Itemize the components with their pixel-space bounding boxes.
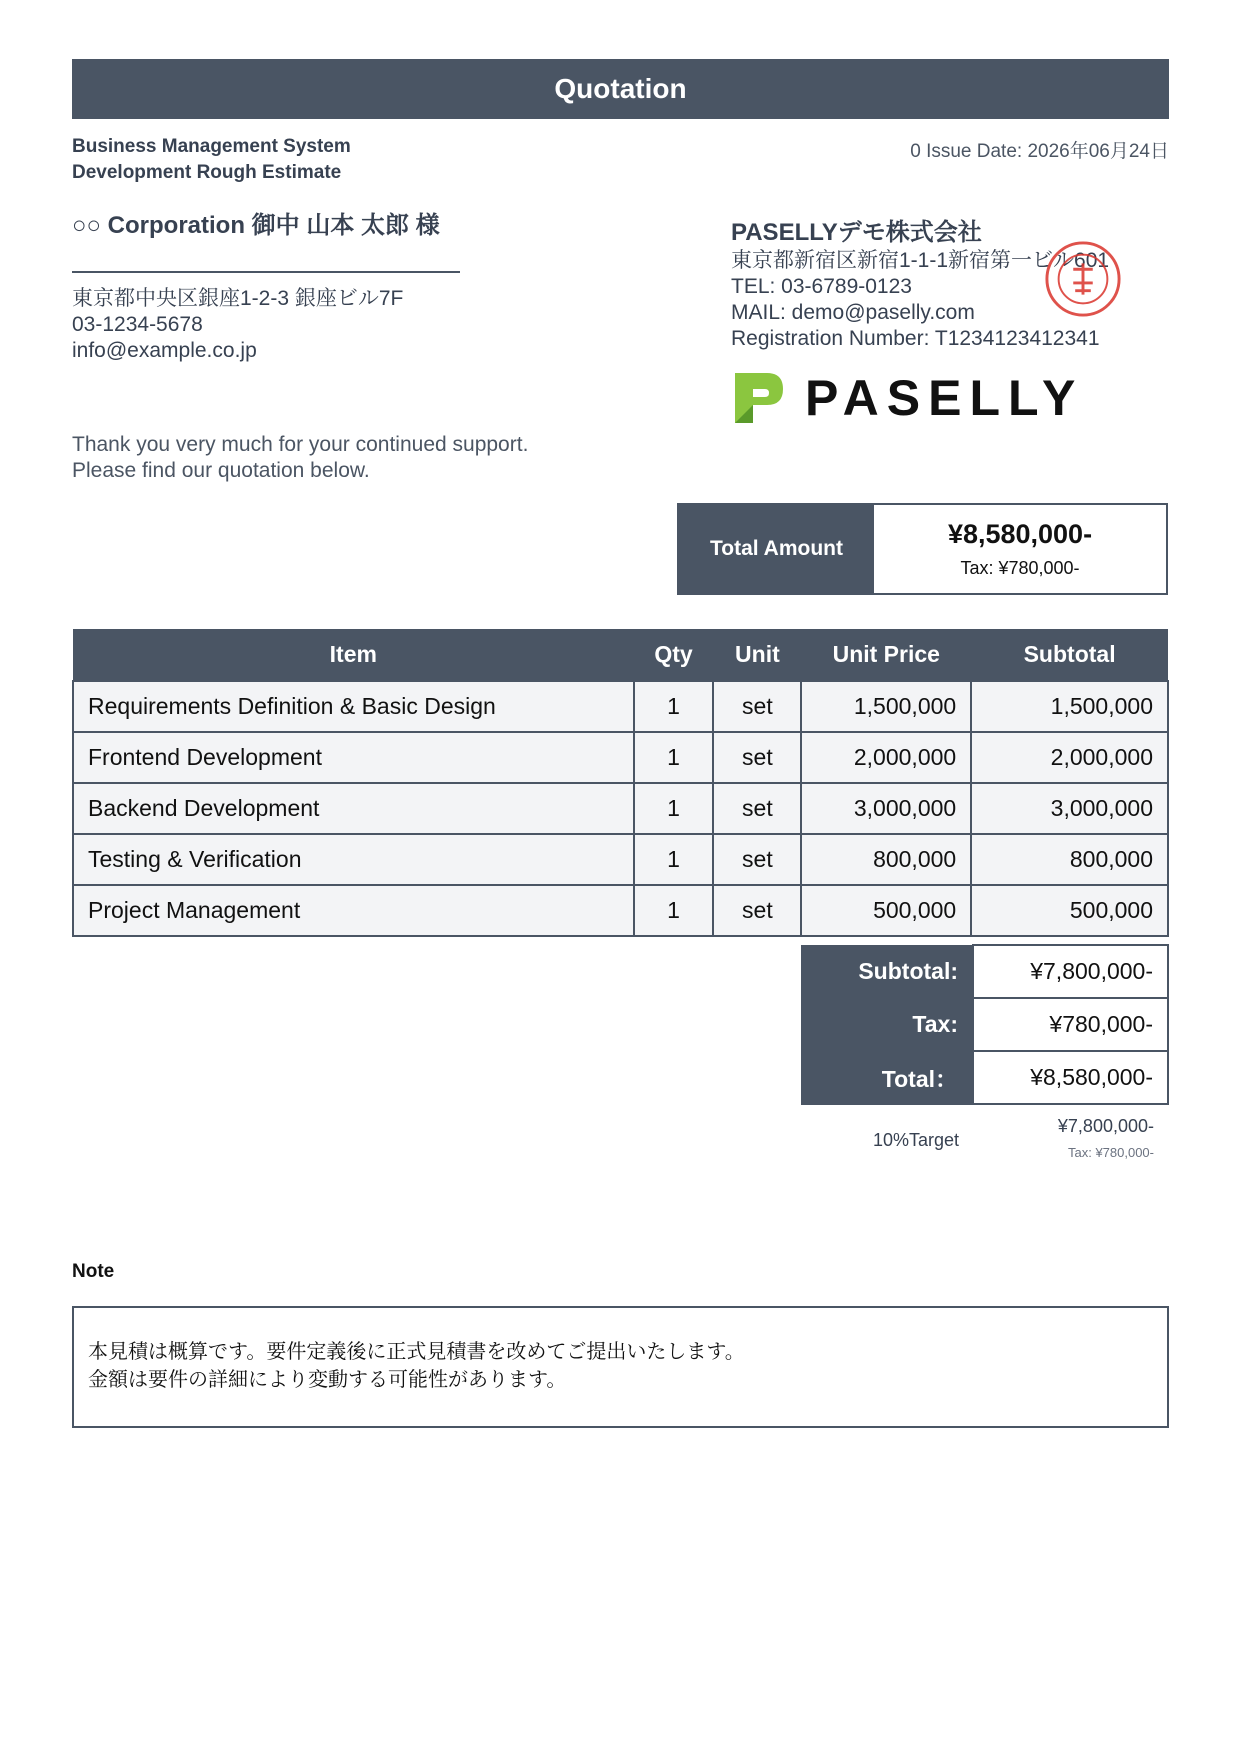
summary-subtotal-row <box>801 945 1168 998</box>
greeting-line-1: Thank you very much for your continued support. <box>72 433 529 456</box>
greeting-line-2: Please find our quotation below. <box>72 459 370 482</box>
table-row <box>73 885 1168 936</box>
note-line-1: 本見積は概算です。要件定義後に正式見積書を改めてご提出いたします。 <box>88 1341 745 1363</box>
client-email: info@example.co.jp <box>72 339 257 362</box>
document-title: Quotation <box>72 59 1169 119</box>
row-item: Project Management <box>73 885 634 936</box>
row-qty: 1 <box>634 681 714 732</box>
company-address: 東京都新宿区新宿1-1-1新宿第一ビル601 <box>731 249 1110 272</box>
row-subtotal: 800,000 <box>971 834 1168 885</box>
quotation-subject <box>72 134 351 186</box>
subject-line-1: Business Management System <box>72 136 351 157</box>
total-amount-box <box>677 503 1168 595</box>
client-name: ○○ Corporation 御中 山本 太郎 様 <box>72 212 440 239</box>
row-item: Backend Development <box>73 783 634 834</box>
note-title: Note <box>72 1261 115 1282</box>
row-subtotal: 1,500,000 <box>971 681 1168 732</box>
company-name: PASELLYデモ株式会社 <box>731 219 982 246</box>
total-amount-tax: Tax: ¥780,000- <box>960 558 1080 578</box>
row-item: Testing & Verification <box>73 834 634 885</box>
table-row <box>73 834 1168 885</box>
table-header-row <box>73 629 1168 681</box>
company-logo <box>731 368 1083 428</box>
total-amount-value: ¥8,580,000- <box>947 519 1093 549</box>
row-unit-price: 800,000 <box>801 834 971 885</box>
summary-total-value: ¥8,580,000- <box>973 1051 1168 1104</box>
summary-subtotal-value: ¥7,800,000- <box>973 945 1168 998</box>
company-seal-stamp <box>1044 240 1122 318</box>
subject-line-2: Development Rough Estimate <box>72 162 342 183</box>
greeting <box>72 432 528 484</box>
header-unit: Unit <box>713 629 801 681</box>
row-item: Frontend Development <box>73 732 634 783</box>
tax-breakdown-label: 10%Target <box>872 1130 959 1150</box>
summary-tax-value: ¥780,000- <box>973 998 1168 1051</box>
tax-breakdown-amount: ¥7,800,000- <box>1057 1116 1154 1136</box>
row-unit: set <box>713 834 801 885</box>
row-subtotal: 2,000,000 <box>971 732 1168 783</box>
row-qty: 1 <box>634 732 714 783</box>
row-subtotal: 3,000,000 <box>971 783 1168 834</box>
logo-wordmark: PASELLY <box>805 370 1084 426</box>
summary-subtotal-label: Subtotal: <box>801 945 973 998</box>
tax-breakdown-tax: Tax: ¥780,000- <box>1067 1145 1154 1160</box>
logo-mark-icon <box>731 369 785 427</box>
row-item: Requirements Definition & Basic Design <box>73 681 634 732</box>
table-row <box>73 681 1168 732</box>
client-name-underline <box>72 271 460 273</box>
total-amount-values <box>874 505 1166 593</box>
client-tel: 03-1234-5678 <box>72 313 203 336</box>
client-address: 東京都中央区銀座1-2-3 銀座ビル7F <box>72 287 404 310</box>
row-unit: set <box>713 681 801 732</box>
row-qty: 1 <box>634 885 714 936</box>
company-registration: Registration Number: T1234123412341 <box>731 327 1100 350</box>
row-subtotal: 500,000 <box>971 885 1168 936</box>
company-mail: MAIL: demo@paselly.com <box>731 301 975 324</box>
row-qty: 1 <box>634 834 714 885</box>
row-unit-price: 3,000,000 <box>801 783 971 834</box>
line-items-table <box>72 629 1169 937</box>
summary-total-label: Total： <box>801 1051 973 1104</box>
table-row <box>73 783 1168 834</box>
summary-tax-label: Tax: <box>801 998 973 1051</box>
note-line-2: 金額は要件の詳細により変動する可能性があります。 <box>88 1369 567 1391</box>
note-box <box>72 1306 1169 1428</box>
summary-total-row <box>801 1051 1168 1104</box>
header-subtotal: Subtotal <box>971 629 1168 681</box>
row-unit: set <box>713 783 801 834</box>
row-unit-price: 2,000,000 <box>801 732 971 783</box>
row-unit-price: 1,500,000 <box>801 681 971 732</box>
row-unit: set <box>713 732 801 783</box>
issue-date: 0 Issue Date: 2026年06月24日 <box>910 141 1169 162</box>
row-unit: set <box>713 885 801 936</box>
header-qty: Qty <box>634 629 714 681</box>
client-contact <box>72 286 403 364</box>
header-unit-price: Unit Price <box>801 629 971 681</box>
header-item: Item <box>73 629 634 681</box>
row-unit-price: 500,000 <box>801 885 971 936</box>
summary-tax-row <box>801 998 1168 1051</box>
summary-table <box>801 944 1169 1105</box>
table-row <box>73 732 1168 783</box>
total-amount-label: Total Amount <box>679 505 874 593</box>
row-qty: 1 <box>634 783 714 834</box>
company-tel: TEL: 03-6789-0123 <box>731 275 912 298</box>
